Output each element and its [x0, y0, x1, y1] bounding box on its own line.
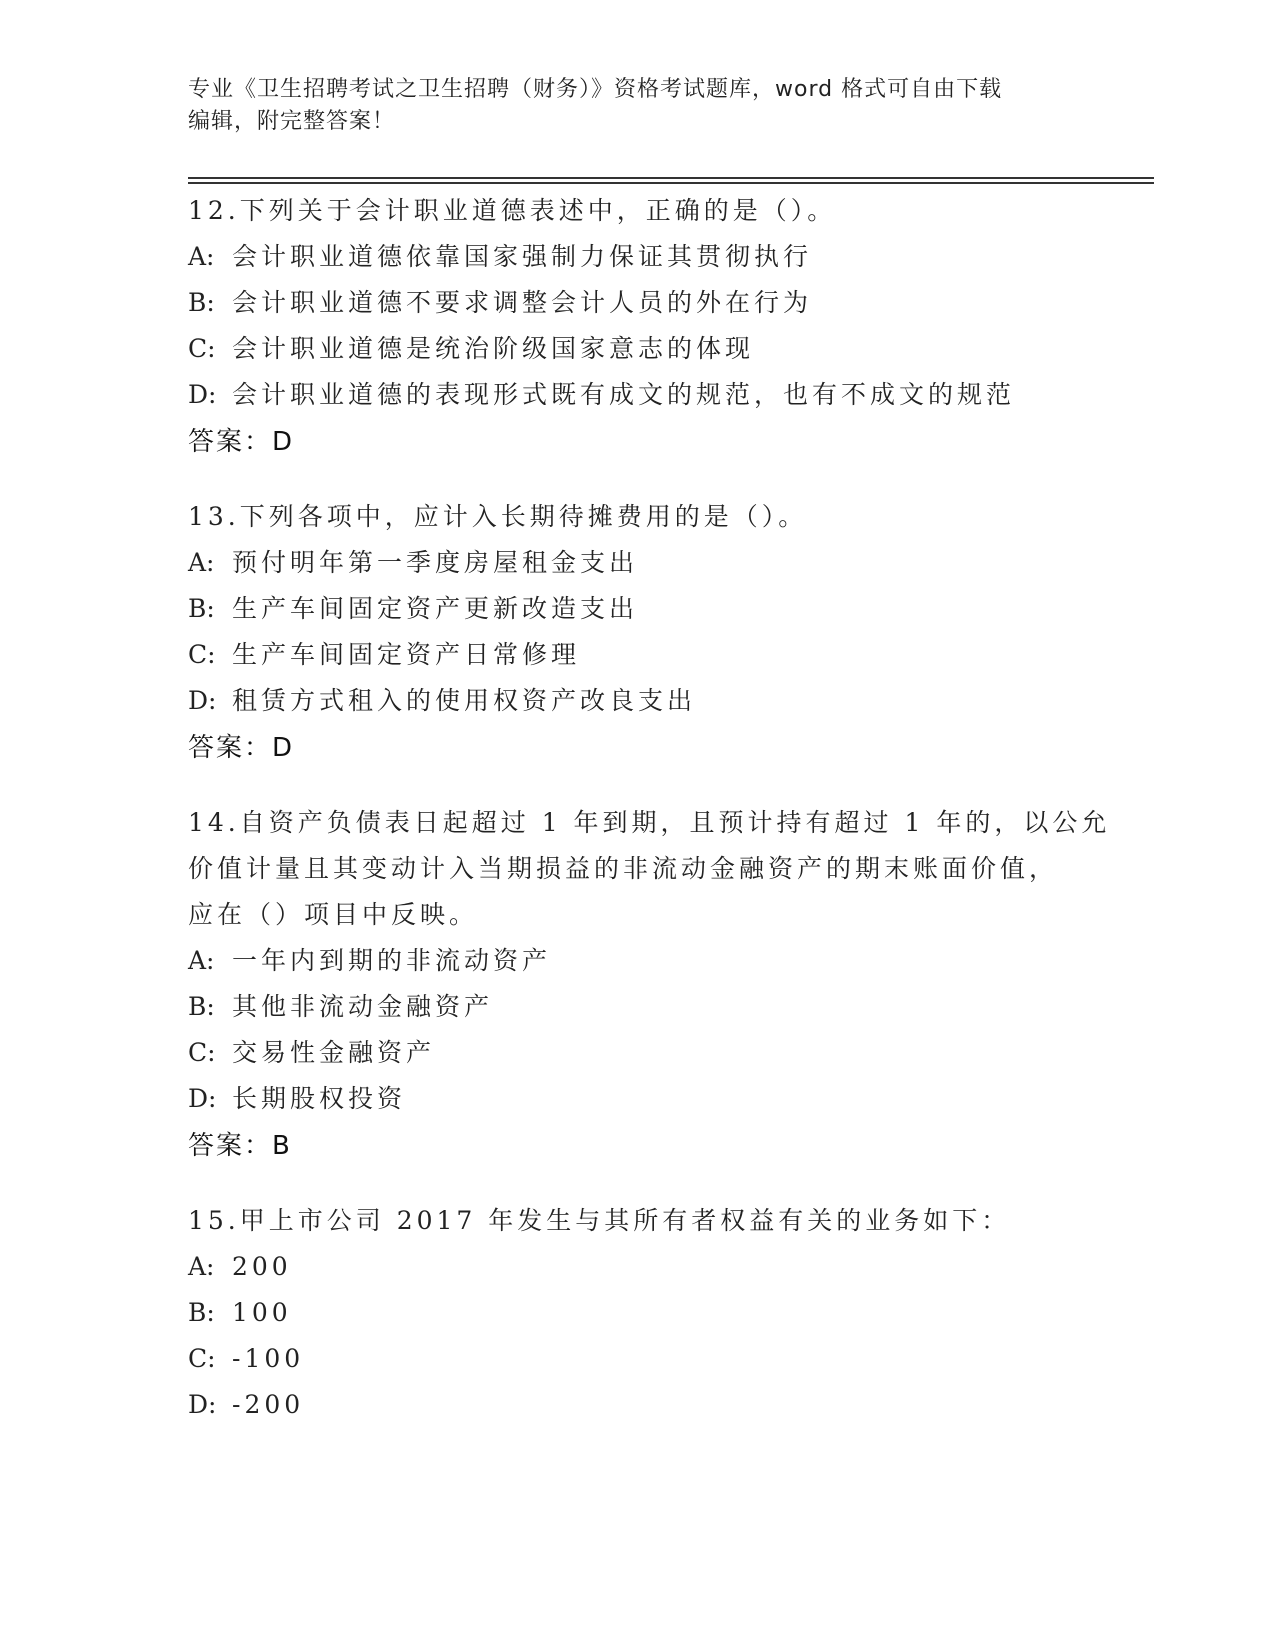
- option-text: 租赁方式租入的使用权资产改良支出: [232, 686, 697, 715]
- option-key: B:: [188, 288, 215, 317]
- option-a: [188, 938, 1108, 984]
- option-key: D:: [188, 380, 217, 409]
- option-text: 会计职业道德的表现形式既有成文的规范，也有不成文的规范: [232, 380, 1016, 409]
- answer-line: 答案：D: [188, 733, 295, 763]
- option-text: 生产车间固定资产更新改造支出: [232, 594, 639, 623]
- option-text: 其他非流动金融资产: [232, 992, 494, 1021]
- answer-line: 答案：D: [188, 427, 295, 457]
- option-key: C:: [188, 334, 216, 363]
- option-c: [188, 632, 1108, 678]
- question-list: [188, 188, 1111, 1456]
- option-key: A:: [188, 1252, 215, 1281]
- header-line-1: 专业《卫生招聘考试之卫生招聘（财务）》资格考试题库，word 格式可自由下载: [188, 77, 1003, 102]
- option-text: 100: [232, 1298, 292, 1327]
- option-text: 会计职业道德是统治阶级国家意志的体现: [232, 334, 755, 363]
- question-13: [188, 494, 1108, 772]
- option-key: A:: [188, 946, 215, 975]
- question-stem-line: 13.下列各项中，应计入长期待摊费用的是（）。: [188, 502, 808, 531]
- question-12: [188, 188, 1108, 466]
- question-stem: [188, 188, 1108, 234]
- question-stem-line: 价值计量且其变动计入当期损益的非流动金融资产的期末账面价值，: [188, 854, 1059, 883]
- option-text: 会计职业道德依靠国家强制力保证其贯彻执行: [232, 242, 813, 271]
- document-header: [188, 74, 1088, 138]
- option-c: [188, 326, 1108, 372]
- question-stem: [188, 800, 1111, 938]
- option-a: [188, 1244, 1108, 1290]
- option-text: 生产车间固定资产日常修理: [232, 640, 581, 669]
- option-key: D:: [188, 1390, 217, 1419]
- question-stem-line: 12.下列关于会计职业道德表述中，正确的是（）。: [188, 196, 837, 225]
- header-divider-top: [188, 177, 1154, 179]
- option-key: C:: [188, 1344, 216, 1373]
- option-d: [188, 678, 1108, 724]
- question-stem: [188, 494, 1108, 540]
- question-15: [188, 1198, 1108, 1428]
- option-b: [188, 1290, 1108, 1336]
- option-text: 200: [232, 1252, 292, 1281]
- option-text: 预付明年第一季度房屋租金支出: [232, 548, 639, 577]
- option-key: B:: [188, 992, 215, 1021]
- question-stem: [188, 1198, 1108, 1244]
- answer-line: 答案：B: [188, 1131, 292, 1161]
- option-text: 长期股权投资: [232, 1084, 407, 1113]
- option-key: A:: [188, 242, 215, 271]
- option-text: 一年内到期的非流动资产: [232, 946, 552, 975]
- option-b: [188, 586, 1108, 632]
- option-text: 交易性金融资产: [232, 1038, 436, 1067]
- option-key: D:: [188, 686, 217, 715]
- option-key: B:: [188, 1298, 215, 1327]
- question-stem-line: 14.自资产负债表日起超过 1 年到期，且预计持有超过 1 年的，以公允: [188, 808, 1111, 837]
- header-line-2: 编辑，附完整答案！: [188, 109, 396, 134]
- question-stem-line: 15.甲上市公司 2017 年发生与其所有者权益有关的业务如下：: [188, 1206, 1011, 1235]
- option-c: [188, 1030, 1108, 1076]
- option-key: A:: [188, 548, 215, 577]
- option-b: [188, 280, 1108, 326]
- option-a: [188, 234, 1108, 280]
- option-d: [188, 372, 1108, 418]
- header-divider-bottom: [188, 182, 1154, 184]
- option-key: C:: [188, 1038, 216, 1067]
- option-text: -100: [232, 1344, 305, 1373]
- option-text: -200: [232, 1390, 305, 1419]
- option-a: [188, 540, 1108, 586]
- question-stem-line: 应在（）项目中反映。: [188, 900, 479, 929]
- option-d: [188, 1076, 1108, 1122]
- question-14: [188, 800, 1111, 1170]
- option-key: D:: [188, 1084, 217, 1113]
- option-b: [188, 984, 1108, 1030]
- option-c: [188, 1336, 1108, 1382]
- option-text: 会计职业道德不要求调整会计人员的外在行为: [232, 288, 813, 317]
- option-key: B:: [188, 594, 215, 623]
- option-key: C:: [188, 640, 216, 669]
- option-d: [188, 1382, 1108, 1428]
